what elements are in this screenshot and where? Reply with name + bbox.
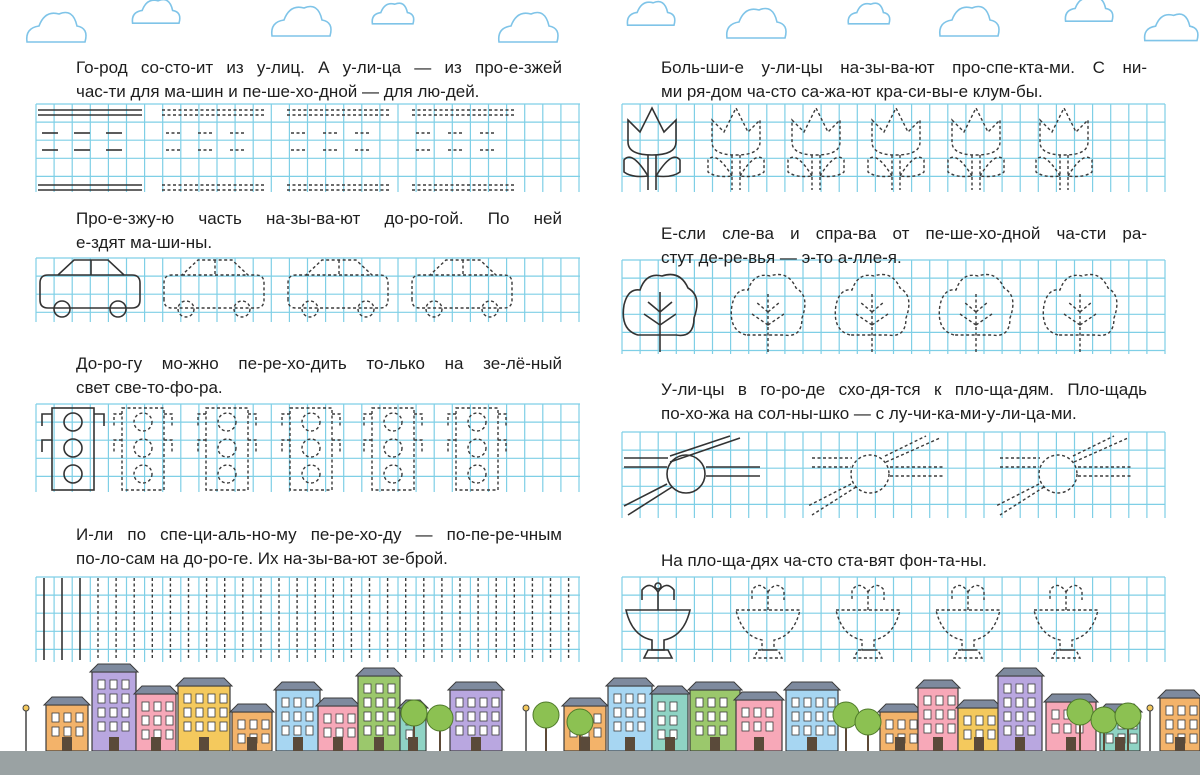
building [1158, 690, 1200, 751]
text-line: У-ли-цы в го-ро-де схо-дя-тся к пло-ща-дям. Пло-щадь [661, 380, 1147, 399]
text-line: На пло-ща-дях ча-сто ста-вят фон-та-ны. [661, 551, 987, 570]
tree-crown [427, 705, 453, 731]
cloud-icon [627, 2, 674, 26]
light-body-trace [372, 408, 414, 490]
tree-crown [855, 709, 881, 735]
building [956, 700, 1002, 751]
tree-crown [401, 700, 427, 726]
text-line: Боль-ши-е у-ли-цы на-зы-ва-ют про-спе-кта-ми. С ни- [661, 58, 1147, 77]
square-sample-icon [624, 436, 760, 515]
tracing-grid [622, 104, 1165, 192]
tracing-grid [36, 258, 580, 322]
tree-sample-icon [623, 275, 697, 353]
tree-trace [835, 275, 909, 353]
street-lamp-light [523, 705, 529, 711]
fountain-trace [836, 585, 900, 658]
building [176, 678, 232, 751]
building [274, 682, 322, 751]
tulip-sample-icon [624, 108, 680, 190]
text-line: Про-е-зжу-ю часть на-зы-ва-ют до-ро-гой. По ней [76, 209, 562, 228]
tree-crown [567, 709, 593, 735]
light-lamp-trace [218, 439, 236, 457]
text-line: До-ро-гу мо-жно пе-ре-хо-дить то-лько на зе-лё-ный [76, 354, 562, 373]
tree-crown [1067, 699, 1093, 725]
text-line: Е-сли сле-ва и спра-ва от пе-ше-хо-дной ча-сти ра- [661, 224, 1147, 243]
cloud-icon [499, 13, 558, 43]
light-body-trace [122, 408, 164, 490]
car-outline-trace [288, 260, 388, 308]
cloud-icon [272, 7, 331, 37]
building [134, 686, 178, 751]
light-body-trace [456, 408, 498, 490]
building [688, 682, 742, 751]
cloud-icon [27, 13, 86, 43]
cloud-icon [727, 9, 786, 39]
fountain-trace [736, 585, 800, 658]
text-line: е-здят ма-ши-ны. [76, 233, 213, 252]
light-lamp-trace [134, 439, 152, 457]
text-line: час-ти для ма-шин и пе-ше-хо-дной — для лю-дей. [76, 82, 480, 101]
tree-trace [1043, 275, 1117, 353]
building [650, 686, 690, 751]
building [916, 680, 960, 751]
building [996, 668, 1044, 751]
traffic-light-sample-icon [42, 408, 104, 490]
fountain-trace-icon [736, 585, 1098, 658]
building [606, 678, 654, 751]
wheel-trace [302, 301, 318, 317]
light-lamp-trace [302, 465, 320, 483]
tulip-trace-icon [708, 108, 1092, 190]
tulip-trace [788, 108, 844, 190]
zebra-crossing-icon [44, 578, 569, 660]
building [316, 698, 360, 751]
tracing-grid [622, 260, 1165, 354]
building [784, 682, 840, 751]
light-lamp-trace [384, 465, 402, 483]
building [734, 692, 784, 751]
wheel-trace [358, 301, 374, 317]
cloud-icon [940, 7, 999, 37]
cloud-icon [372, 3, 413, 24]
car-trace-icon [164, 260, 512, 317]
tulip-trace [948, 108, 1004, 190]
car-outline-trace [164, 260, 264, 308]
text-line: по-хо-жа на сол-ны-шко — с лу-чи-ка-ми-у-ли-ца-ми. [661, 404, 1077, 423]
text-line: ми ря-дом ча-сто са-жа-ют кра-си-вы-е клум-бы. [661, 82, 1043, 101]
clouds [27, 0, 1198, 42]
light-body-trace [206, 408, 248, 490]
fountain-trace [936, 585, 1000, 658]
building [230, 704, 274, 751]
tulip-trace [1036, 108, 1092, 190]
building [90, 664, 138, 751]
text-line: свет све-то-фо-ра. [76, 378, 223, 397]
tulip-trace [708, 108, 764, 190]
text-line: Го-род со-сто-ит из у-лиц. А у-ли-ца — из про-е-зжей [76, 58, 562, 77]
building [448, 682, 504, 751]
building [44, 697, 90, 751]
text-line: стут де-ре-вья — э-то а-лле-я. [661, 248, 902, 267]
left-exercise-4-text [76, 523, 562, 571]
fountain-trace [1034, 585, 1098, 658]
light-lamp-trace [302, 439, 320, 457]
wheel-trace [482, 301, 498, 317]
tree-trace-icon [731, 275, 1117, 353]
traffic-light-trace-icon [114, 408, 506, 490]
tree-crown [1091, 707, 1117, 733]
tree-trace [731, 275, 805, 353]
street-lamp-light [23, 705, 29, 711]
cloud-icon [1145, 14, 1198, 41]
right-exercise-3-text [661, 378, 1147, 426]
tracing-grid [622, 577, 1165, 662]
cloud-icon [848, 3, 889, 24]
tulip-trace [868, 108, 924, 190]
tree-crown [1115, 703, 1141, 729]
car-outline-trace [412, 260, 512, 308]
cloud-icon [1065, 0, 1112, 21]
right-exercise-1-text [661, 56, 1147, 104]
left-exercise-2-text [76, 207, 562, 255]
right-exercise-4-text [661, 549, 1147, 573]
left-exercise-1-text [76, 56, 562, 104]
street-lamp-light [1147, 705, 1153, 711]
square-trace-icon [808, 436, 1132, 515]
square-circle-trace [1039, 455, 1077, 493]
light-lamp-trace [134, 465, 152, 483]
town-skyline-illustration [23, 664, 1200, 751]
right-exercise-2-text [661, 222, 1147, 270]
left-exercise-3-text [76, 352, 562, 400]
building [356, 668, 402, 751]
square-streets-trace [996, 436, 1132, 515]
tree-crown [533, 702, 559, 728]
building [878, 704, 922, 751]
tracing-grid [36, 104, 580, 192]
tracing-grid [36, 577, 580, 662]
light-lamp-trace [218, 465, 236, 483]
wheel-trace [234, 301, 250, 317]
light-lamp-trace [384, 439, 402, 457]
ground-strip [0, 751, 1200, 775]
cloud-icon [132, 0, 179, 23]
text-line: И-ли по спе-ци-аль-но-му пе-ре-хо-ду — по-пе-ре-чным [76, 525, 562, 544]
text-line: по-ло-сам на до-ро-ге. Их на-зы-ва-ют зе-брой. [76, 549, 448, 568]
